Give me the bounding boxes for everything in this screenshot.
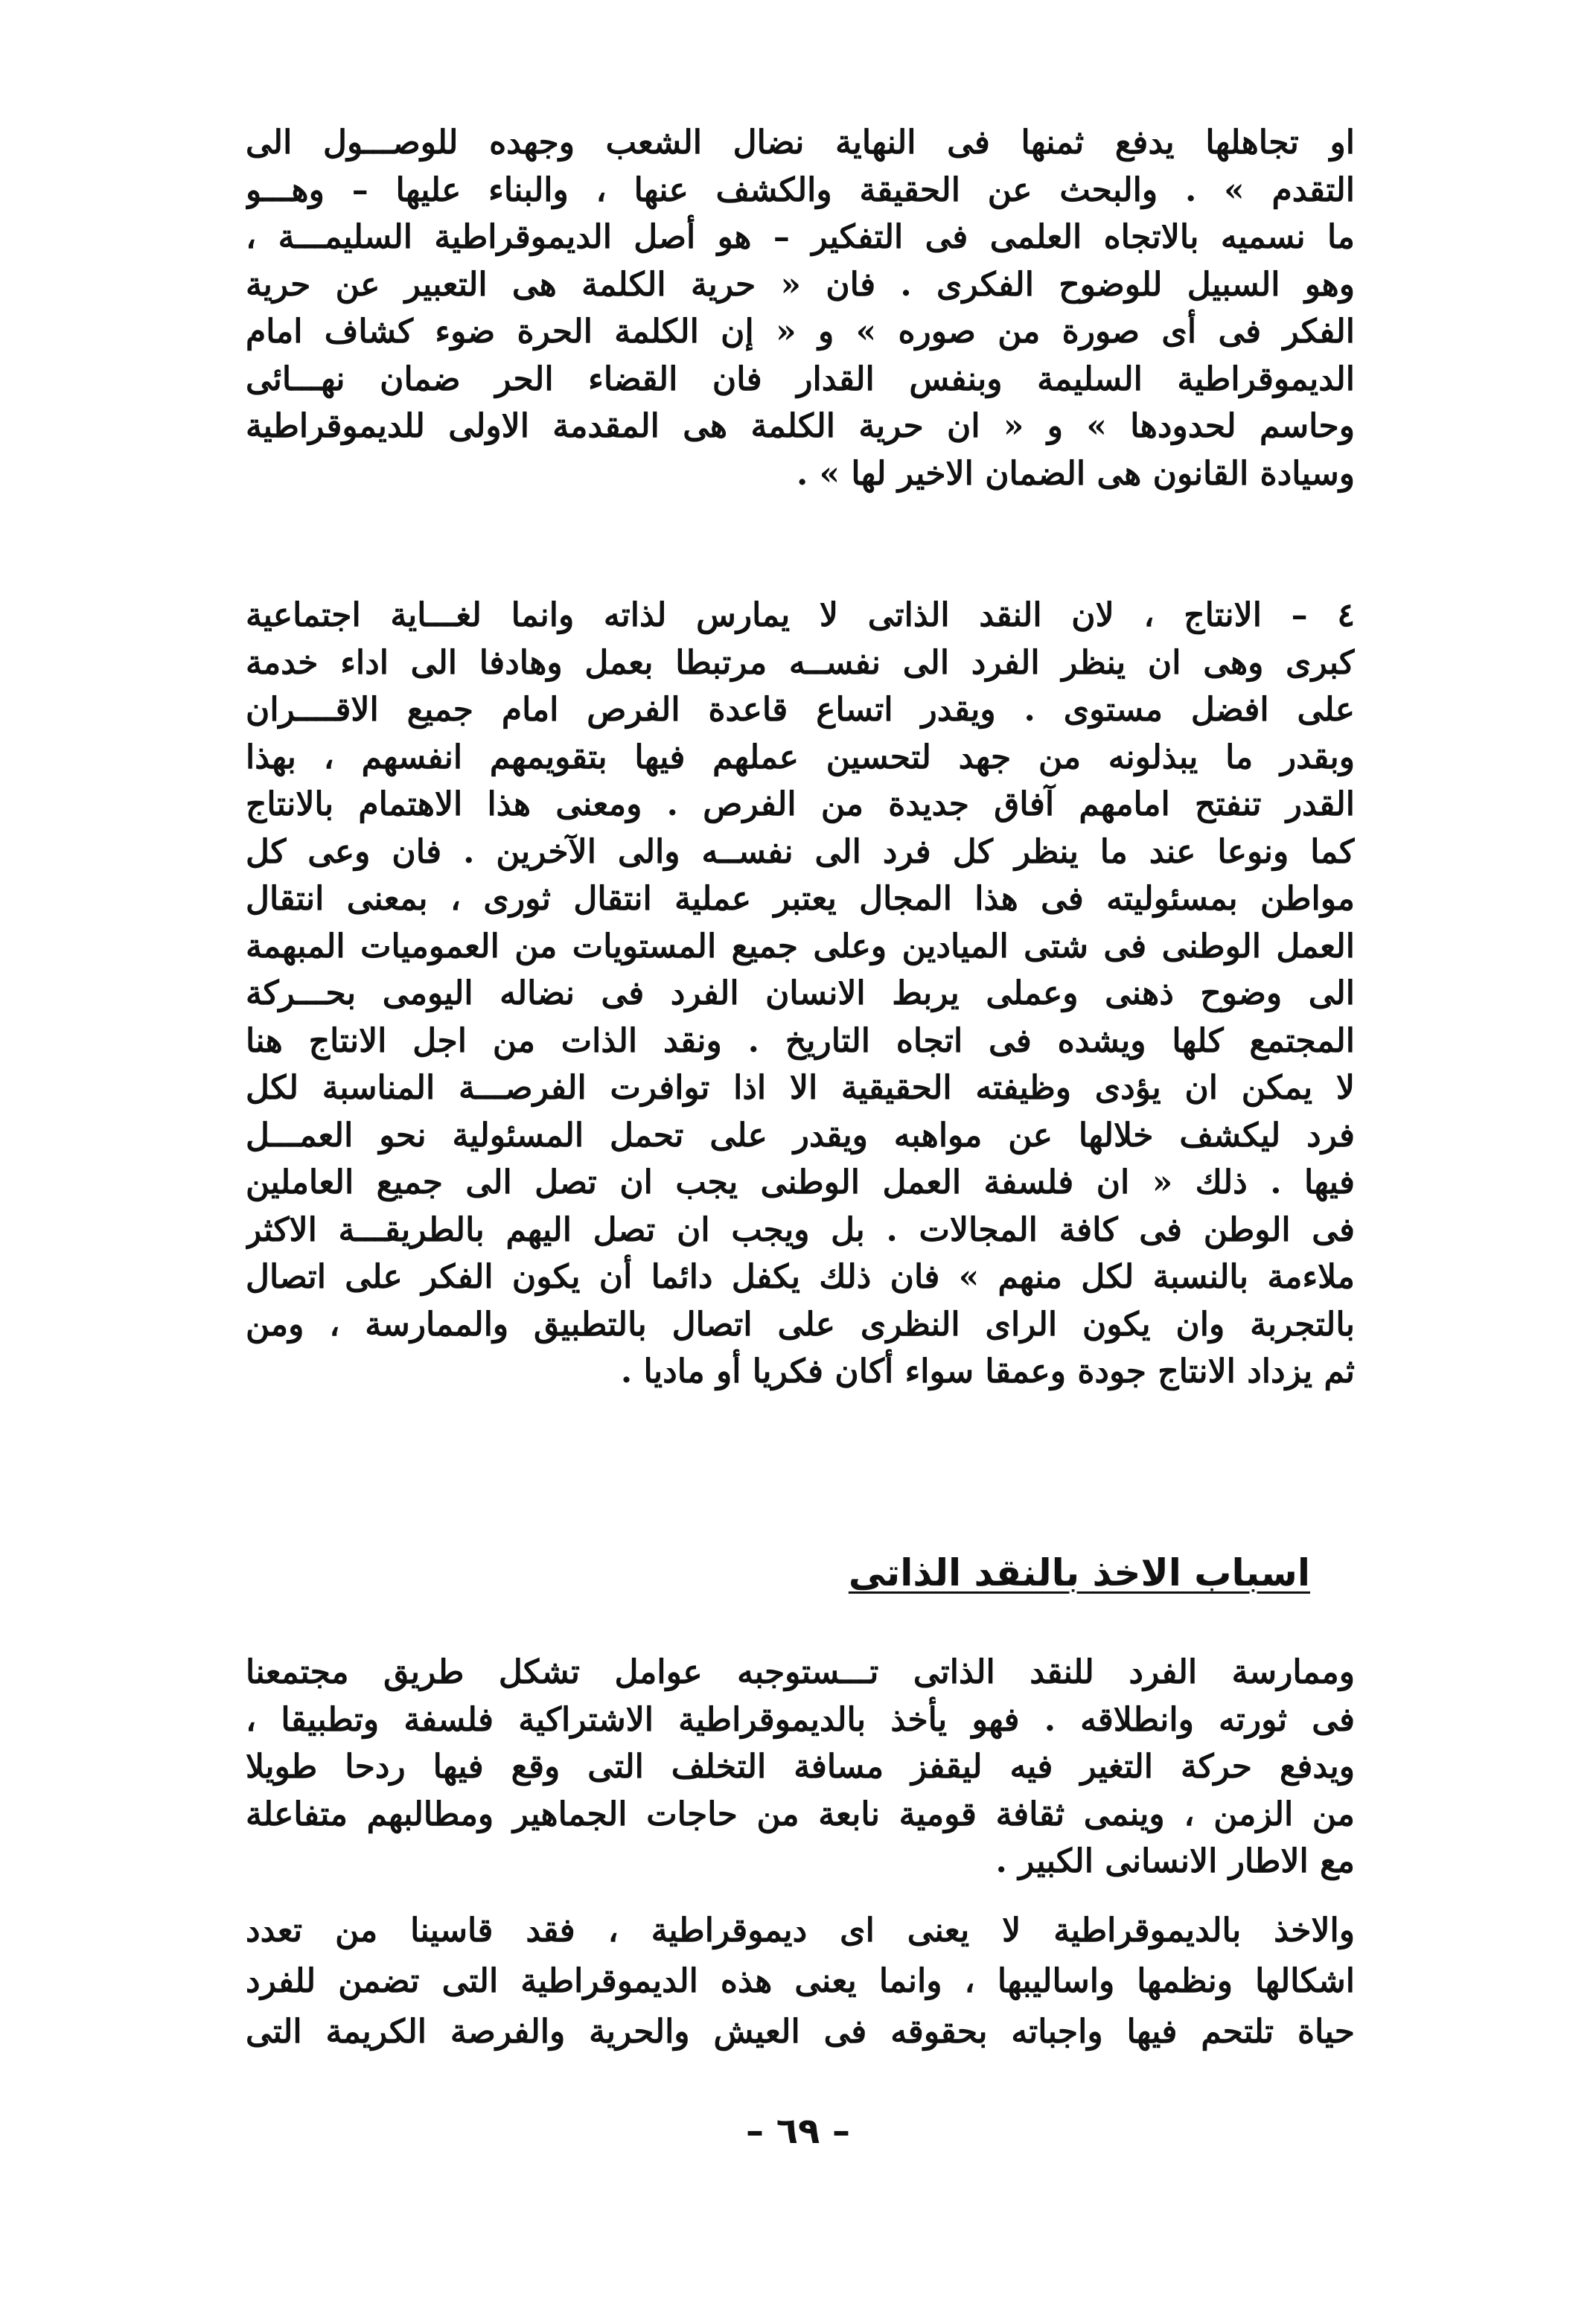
text-line: وهو السبيل للوضوح الفكرى . فان « حرية الكلمة هى التعبير عن حرية xyxy=(246,265,1355,304)
text-line: بالتجربة وان يكون الراى النظرى على اتصال بالتطبيق والممارسة ، ومن xyxy=(246,1305,1355,1344)
text-line: الى وضوح ذهنى وعملى يربط الانسان الفرد فى نضاله اليومى بحـــركة xyxy=(246,974,1355,1012)
text-line: وحاسم لحدودها » و « ان حرية الكلمة هى المقدمة الاولى للديموقراطية xyxy=(246,407,1355,445)
section-heading: اسباب الاخذ بالنقد الذاتى xyxy=(848,1551,1310,1594)
page-number: – ٦٩ – xyxy=(745,2110,851,2152)
paragraph-1 xyxy=(246,119,1355,497)
text-line: كما ونوعا عند ما ينظر كل فرد الى نفســه والى الآخرين . فان وعى كل xyxy=(246,832,1355,871)
text-line: وممارسة الفرد للنقد الذاتى تـــستوجبه عوامل تشكل طريق مجتمعنا xyxy=(246,1653,1355,1691)
paragraph-3 xyxy=(246,1649,1355,1885)
text-line: فرد ليكشف خلالها عن مواهبه ويقدر على تحمل المسئولية نحو العمـــل xyxy=(246,1116,1355,1155)
text-line: ٤ – الانتاج ، لان النقد الذاتى لا يمارس لذاته وانما لغـــاية اجتماعية xyxy=(246,596,1355,634)
text-line: مواطن بمسئوليته فى هذا المجال يعتبر عملية انتقال ثورى ، بمعنى انتقال xyxy=(246,880,1355,918)
text-line: العمل الوطنى فى شتى الميادين وعلى جميع المستويات من العموميات المبهمة xyxy=(246,927,1355,965)
text-line: من الزمن ، وينمى ثقافة قومية نابعة من حاجات الجماهير ومطالبهم متفاعلة xyxy=(246,1795,1355,1833)
paragraph-4 xyxy=(246,1906,1355,2057)
text-line: وسيادة القانون هى الضمان الاخير لها » . xyxy=(796,454,1355,493)
text-line: الفكر فى أى صورة من صوره » و « إن الكلمة الحرة ضوء كشاف امام xyxy=(246,313,1355,351)
text-line: فى ثورته وانطلاقه . فهو يأخذ بالديموقراطية الاشتراكية فلسفة وتطبيقا ، xyxy=(246,1700,1355,1739)
paragraph-2 xyxy=(246,592,1355,1396)
text-line: او تجاهلها يدفع ثمنها فى النهاية نضال الشعب وجهده للوصـــول الى xyxy=(246,124,1355,162)
text-line: فيها . ذلك « ان فلسفة العمل الوطنى يجب ان تصل الى جميع العاملين xyxy=(246,1163,1355,1201)
text-line: ما نسميه بالاتجاه العلمى فى التفكير – هو أصل الديموقراطية السليمـــة ، xyxy=(246,218,1355,256)
text-line: على افضل مستوى . ويقدر اتساع قاعدة الفرص امام جميع الاقــــران xyxy=(246,691,1355,729)
text-line: مع الاطار الانسانى الكبير . xyxy=(995,1842,1355,1880)
text-line: لا يمكن ان يؤدى وظيفته الحقيقية الا اذا توافرت الفرصـــة المناسبة لكل xyxy=(246,1069,1355,1107)
text-line: وبقدر ما يبذلونه من جهد لتحسين عملهم فيها بتقويمهم انفسهم ، بهذا xyxy=(246,738,1355,776)
text-line: فى الوطن فى كافة المجالات . بل ويجب ان تصل اليهم بالطريقـــة الاكثر xyxy=(246,1210,1355,1249)
text-line: ملاءمة بالنسبة لكل منهم » فان ذلك يكفل دائما أن يكون الفكر على اتصال xyxy=(246,1258,1355,1296)
text-line: حياة تلتحم فيها واجباته بحقوقه فى العيش والحرية والفرصة الكريمة التى xyxy=(246,2013,1355,2051)
text-line: ويدفع حركة التغير فيه ليقفز مسافة التخلف التى وقع فيها ردحا طويلا xyxy=(246,1748,1355,1786)
text-line: القدر تنفتح امامهم آفاق جديدة من الفرص . ومعنى هذا الاهتمام بالانتاج xyxy=(246,785,1355,823)
text-line: التقدم » . والبحث عن الحقيقة والكشف عنها ، والبناء عليها – وهـــو xyxy=(246,170,1355,209)
text-line: ثم يزداد الانتاج جودة وعمقا سواء أكان فكريا أو ماديا . xyxy=(620,1353,1355,1390)
text-line: اشكالها ونظمها واساليبها ، وانما يعنى هذه الديموقراطية التى تضمن للفرد xyxy=(246,1962,1355,2000)
text-line: والاخذ بالديموقراطية لا يعنى اى ديموقراطية ، فقد قاسينا من تعدد xyxy=(246,1912,1355,1949)
text-line: كبرى وهى ان ينظر الفرد الى نفســه مرتبطا بعمل وهادفا الى اداء خدمة xyxy=(246,643,1355,682)
text-line: الديموقراطية السليمة وبنفس القدار فان القضاء الحر ضمان نهـــائى xyxy=(246,360,1355,398)
text-line: المجتمع كلها ويشده فى اتجاه التاريخ . ونقد الذات من اجل الانتاج هنا xyxy=(246,1021,1355,1060)
